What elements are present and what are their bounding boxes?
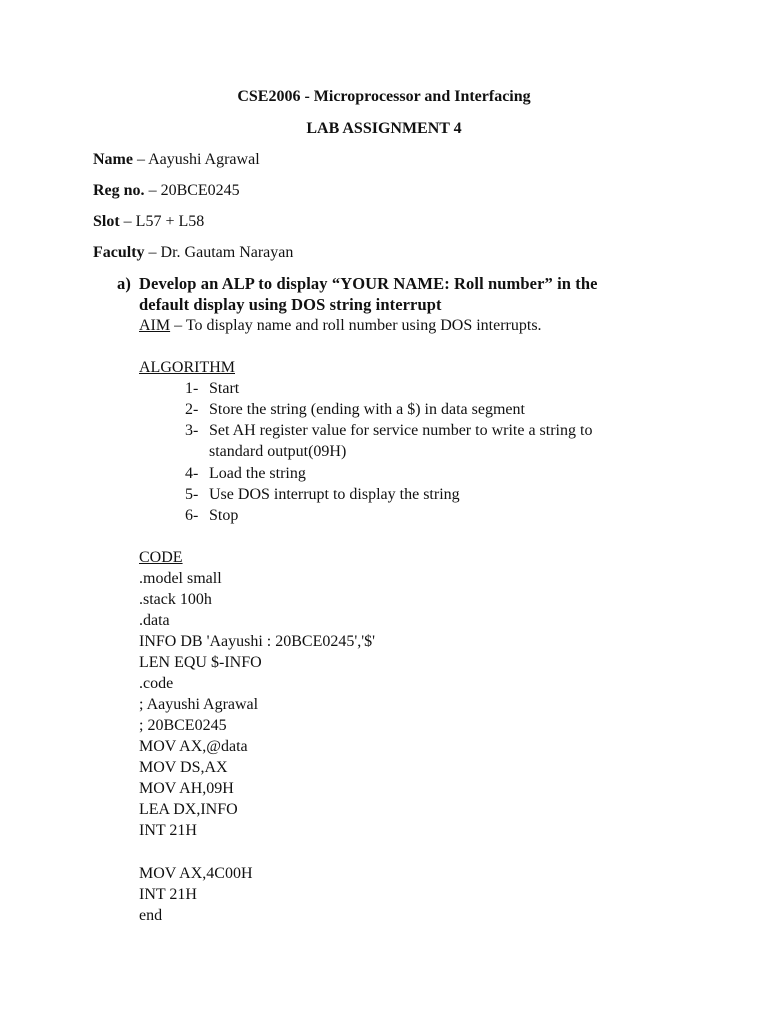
aim-label: AIM [139, 317, 171, 334]
aim-line [139, 315, 542, 336]
reg-value: – 20BCE0245 [148, 182, 240, 199]
algorithm-step-number: 4- [185, 465, 199, 482]
question-marker: a) [117, 274, 131, 293]
faculty-value: – Dr. Gautam Narayan [148, 244, 294, 261]
code-line: INT 21H [139, 886, 197, 903]
algorithm-step-number: 2- [185, 401, 199, 418]
code-line: MOV AH,09H [139, 780, 234, 797]
slot-value: – L57 + L58 [123, 213, 205, 230]
algorithm-step-number: 5- [185, 486, 199, 503]
algorithm-step-text: Set AH register value for service number to write a string to [209, 422, 593, 439]
code-line: MOV AX,4C00H [139, 865, 253, 882]
question-line-1: Develop an ALP to display “YOUR NAME: Roll number” in the [139, 274, 598, 293]
algorithm-step-text: Use DOS interrupt to display the string [209, 486, 460, 503]
code-line: MOV DS,AX [139, 759, 228, 776]
reg-label: Reg no. [93, 182, 145, 199]
faculty-label: Faculty [93, 244, 145, 261]
code-line: ; 20BCE0245 [139, 717, 227, 734]
algorithm-step-number: 3- [185, 422, 199, 439]
question-line-2: default display using DOS string interrupt [139, 295, 442, 314]
code-line: .code [139, 675, 174, 692]
code-line: .stack 100h [139, 591, 212, 608]
algorithm-step-continuation: standard output(09H) [209, 443, 347, 460]
code-line: end [139, 907, 163, 924]
assignment-title: LAB ASSIGNMENT 4 [306, 120, 462, 137]
slot-line [93, 211, 204, 232]
code-line: .data [139, 612, 170, 629]
reg-no-line [93, 180, 240, 201]
code-line: .model small [139, 570, 222, 587]
code-line: ; Aayushi Agrawal [139, 696, 259, 713]
algorithm-step-number: 6- [185, 507, 199, 524]
faculty-line [93, 242, 293, 263]
algorithm-step-text: Load the string [209, 465, 306, 482]
code-line: INT 21H [139, 822, 197, 839]
code-line: LEN EQU $-INFO [139, 654, 262, 671]
code-heading: CODE [139, 549, 183, 566]
code-line: MOV AX,@data [139, 738, 248, 755]
code-line: LEA DX,INFO [139, 801, 238, 818]
algorithm-step-text: Stop [209, 507, 239, 524]
algorithm-heading: ALGORITHM [139, 359, 235, 376]
algorithm-step-number: 1- [185, 380, 199, 397]
algorithm-step-text: Start [209, 380, 240, 397]
aim-text: – To display name and roll number using DOS interrupts. [174, 317, 542, 334]
course-title: CSE2006 - Microprocessor and Interfacing [237, 88, 531, 105]
slot-label: Slot [93, 213, 120, 230]
name-value: – Aayushi Agrawal [136, 151, 260, 168]
algorithm-step-text: Store the string (ending with a $) in data segment [209, 401, 525, 418]
student-name-line [93, 149, 260, 170]
code-line: INFO DB 'Aayushi : 20BCE0245','$' [139, 633, 375, 650]
name-label: Name [93, 151, 133, 168]
